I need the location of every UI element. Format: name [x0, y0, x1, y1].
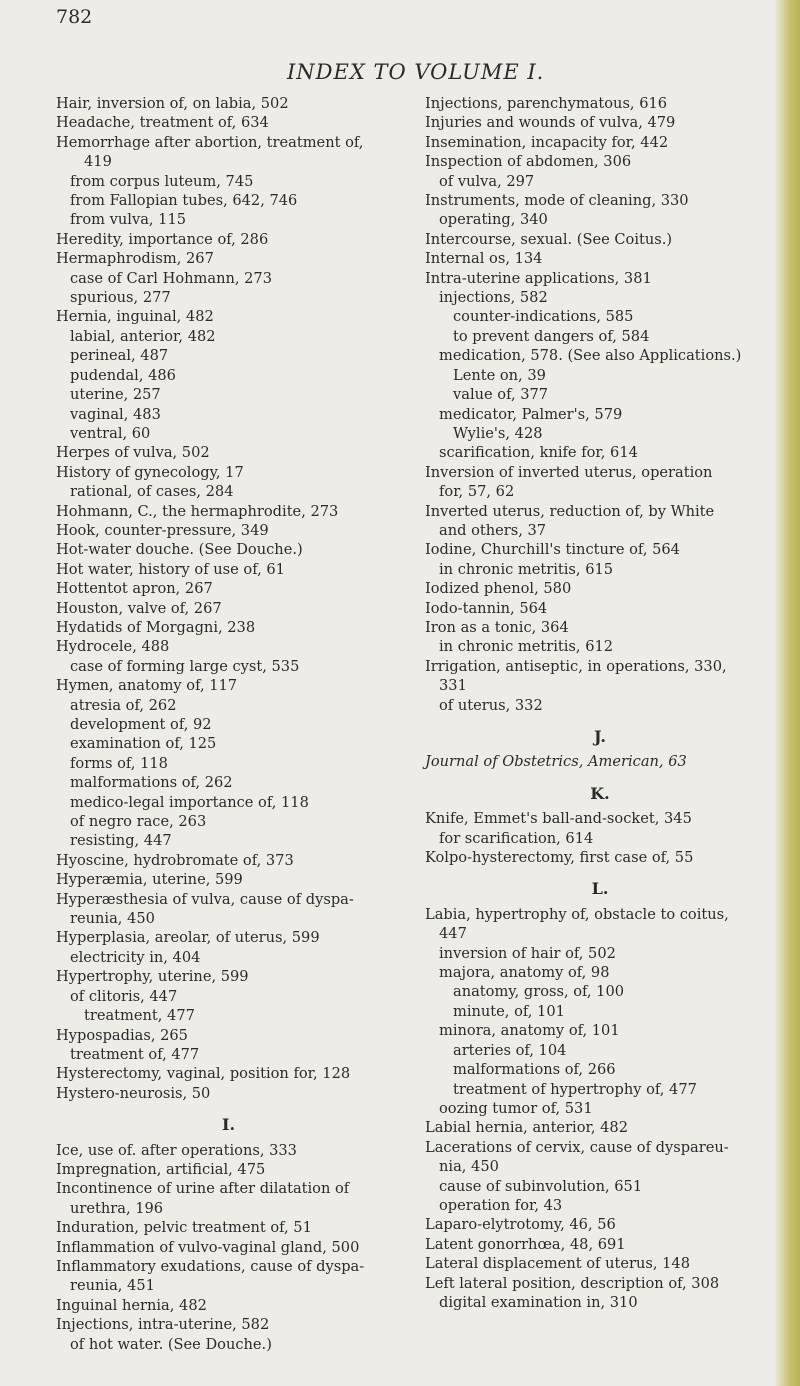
index-entry: electricity in, 404: [70, 948, 201, 966]
index-entry: Headache, treatment of, 634: [56, 114, 269, 132]
index-entry: of negro race, 263: [70, 813, 207, 831]
index-entry: treatment of, 477: [70, 1045, 200, 1063]
index-entry: Hyperplasia, areolar, of uterus, 599: [56, 929, 320, 947]
index-entry: reunia, 451: [70, 1277, 155, 1295]
index-entry: of uterus, 332: [439, 696, 543, 714]
index-entry: Hypospadias, 265: [56, 1026, 188, 1044]
index-entry: cause of subinvolution, 651: [439, 1177, 643, 1195]
index-entry: case of Carl Hohmann, 273: [70, 269, 272, 287]
index-entry: malformations of, 266: [453, 1061, 616, 1079]
index-entry: Heredity, importance of, 286: [56, 230, 269, 248]
index-entry: medico-legal importance of, 118: [70, 793, 309, 811]
index-column-left: [56, 94, 401, 1354]
index-entry: Wylie's, 428: [453, 424, 543, 442]
index-entry: Injections, parenchymatous, 616: [425, 95, 668, 112]
index-entry: digital examination in, 310: [439, 1293, 638, 1311]
index-entry: Knife, Emmet's ball-and-socket, 345: [425, 810, 692, 828]
index-entry: Iodine, Churchill's tincture of, 564: [425, 541, 680, 559]
index-entry: labial, anterior, 482: [70, 327, 216, 345]
index-entry: for, 57, 62: [439, 483, 515, 501]
index-entry: Hair, inversion of, on labia, 502: [56, 95, 289, 112]
index-entry: inversion of hair of, 502: [439, 944, 616, 962]
index-entry: Hydrocele, 488: [56, 638, 170, 656]
index-entry: Internal os, 134: [425, 250, 543, 268]
index-entry: Irrigation, antiseptic, in operations, 330,: [425, 657, 727, 675]
index-entry: Kolpo-hysterectomy, first case of, 55: [425, 849, 694, 867]
section-letter: L.: [591, 879, 609, 899]
index-entry: Iodized phenol, 580: [425, 580, 572, 598]
index-entry: History of gynecology, 17: [56, 463, 244, 481]
index-entry: case of forming large cyst, 535: [70, 657, 300, 675]
index-entry: Inversion of inverted uterus, operation: [425, 463, 713, 481]
index-entry: malformations of, 262: [70, 774, 233, 792]
index-entry: Journal of Obstetrics, American, 63: [425, 753, 687, 771]
index-entry: medication, 578. (See also Applications.): [439, 347, 742, 365]
running-head: INDEX TO VOLUME I.: [287, 60, 545, 84]
index-entry: reunia, 450: [70, 910, 155, 928]
index-entry: Hyperæsthesia of vulva, cause of dyspa-: [56, 890, 354, 908]
index-entry: Inguinal hernia, 482: [56, 1296, 207, 1314]
index-entry: Hemorrhage after abortion, treatment of,: [56, 133, 364, 151]
index-entry: in chronic metritis, 612: [439, 638, 614, 656]
index-entry: Incontinence of urine after dilatation of: [56, 1180, 350, 1198]
index-entry: Herpes of vulva, 502: [56, 444, 210, 462]
index-entry: Iodo-tannin, 564: [425, 599, 548, 617]
index-entry: treatment, 477: [84, 1007, 195, 1025]
page-edge-shadow: [774, 0, 800, 1386]
page-number: 782: [56, 6, 93, 28]
index-column-right: [425, 94, 775, 1312]
index-entry: and others, 37: [439, 521, 547, 539]
index-entry: arteries of, 104: [453, 1041, 567, 1059]
index-entry: Impregnation, artificial, 475: [56, 1160, 266, 1178]
index-entry: from vulva, 115: [70, 211, 187, 229]
index-entry: scarification, knife for, 614: [439, 444, 638, 462]
index-entry: anatomy, gross, of, 100: [453, 983, 625, 1001]
index-entry: to prevent dangers of, 584: [453, 327, 650, 345]
index-entry: treatment of hypertrophy of, 477: [453, 1080, 697, 1098]
index-entry: in chronic metritis, 615: [439, 560, 614, 578]
index-entry: Hot-water douche. (See Douche.): [56, 541, 303, 559]
index-entry: Instruments, mode of cleaning, 330: [425, 192, 689, 210]
index-entry: Houston, valve of, 267: [56, 599, 222, 617]
index-entry: Lacerations of cervix, cause of dyspareu-: [425, 1138, 729, 1156]
index-entry: of hot water. (See Douche.): [70, 1335, 272, 1353]
index-entry: Insemination, incapacity for, 442: [425, 133, 669, 151]
index-entry: minute, of, 101: [453, 1002, 565, 1020]
index-entry: Latent gonorrhœa, 48, 691: [425, 1235, 626, 1253]
index-entry: ventral, 60: [70, 424, 151, 442]
index-entry: Induration, pelvic treatment of, 51: [56, 1219, 312, 1237]
index-entry: 331: [439, 677, 467, 695]
index-entry: counter-indications, 585: [453, 308, 634, 326]
index-entry: forms of, 118: [70, 754, 168, 772]
index-entry: Hypertrophy, uterine, 599: [56, 968, 249, 986]
index-entry: uterine, 257: [70, 386, 161, 404]
index-entry: Hysterectomy, vaginal, position for, 128: [56, 1065, 351, 1083]
index-entry: Hot water, history of use of, 61: [56, 560, 285, 578]
section-letter: I.: [221, 1115, 236, 1135]
index-entry: from Fallopian tubes, 642, 746: [70, 192, 298, 210]
index-entry: 419: [84, 153, 112, 171]
index-entry: of clitoris, 447: [70, 987, 178, 1005]
index-entry: minora, anatomy of, 101: [439, 1022, 620, 1040]
index-entry: Inflammation of vulvo-vaginal gland, 500: [56, 1238, 360, 1256]
index-entry: 447: [439, 925, 467, 943]
index-entry: Hymen, anatomy of, 117: [56, 677, 238, 695]
index-entry: urethra, 196: [70, 1199, 164, 1217]
index-entry: operation for, 43: [439, 1196, 563, 1214]
index-entry: medicator, Palmer's, 579: [439, 405, 623, 423]
index-entry: Injections, intra-uterine, 582: [56, 1316, 270, 1334]
index-entry: Inverted uterus, reduction of, by White: [425, 502, 715, 520]
index-entry: Hook, counter-pressure, 349: [56, 521, 269, 539]
index-entry: Labial hernia, anterior, 482: [425, 1119, 629, 1137]
index-entry: examination of, 125: [70, 735, 217, 753]
section-letter: K.: [590, 783, 610, 803]
index-entry: Hydatids of Morgagni, 238: [56, 618, 256, 636]
index-entry: atresia of, 262: [70, 696, 177, 714]
index-entry: Hystero-neurosis, 50: [56, 1084, 211, 1102]
index-entry: value of, 377: [453, 386, 549, 404]
index-entry: operating, 340: [439, 211, 548, 229]
index-entry: majora, anatomy of, 98: [439, 964, 610, 982]
index-entry: vaginal, 483: [70, 405, 161, 423]
index-entry: Lateral displacement of uterus, 148: [425, 1255, 690, 1273]
index-entry: Labia, hypertrophy of, obstacle to coitus,: [425, 905, 729, 923]
index-entry: Iron as a tonic, 364: [425, 618, 569, 636]
index-entry: resisting, 447: [70, 832, 172, 850]
index-entry: rational, of cases, 284: [70, 483, 234, 501]
index-entry: for scarification, 614: [439, 829, 594, 847]
index-entry: Hyoscine, hydrobromate of, 373: [56, 851, 294, 869]
index-entry: pudendal, 486: [70, 366, 176, 384]
index-entry: Inflammatory exudations, cause of dyspa-: [56, 1257, 365, 1275]
index-entry: Hyperæmia, uterine, 599: [56, 871, 243, 889]
index-entry: Hermaphrodism, 267: [56, 250, 214, 268]
index-entry: spurious, 277: [70, 289, 171, 307]
index-entry: Ice, use of. after operations, 333: [56, 1141, 297, 1159]
index-entry: of vulva, 297: [439, 172, 535, 190]
index-entry: Lente on, 39: [453, 366, 546, 384]
index-entry: Hottentot apron, 267: [56, 580, 213, 598]
index-entry: Left lateral position, description of, 308: [425, 1274, 720, 1292]
index-entry: perineal, 487: [70, 347, 169, 365]
index-entry: development of, 92: [70, 716, 212, 733]
index-entry: nia, 450: [439, 1158, 499, 1176]
index-entry: Laparo-elytrotomy, 46, 56: [425, 1216, 616, 1234]
index-entry: Inspection of abdomen, 306: [425, 153, 632, 171]
index-entry: Intercourse, sexual. (See Coitus.): [425, 230, 673, 248]
index-entry: injections, 582: [439, 289, 548, 307]
section-letter: J.: [594, 727, 606, 746]
index-entry: Injuries and wounds of vulva, 479: [425, 114, 676, 132]
index-entry: oozing tumor of, 531: [439, 1099, 593, 1117]
index-entry: Intra-uterine applications, 381: [425, 269, 652, 287]
index-entry: Hohmann, C., the hermaphrodite, 273: [56, 502, 339, 520]
index-entry: from corpus luteum, 745: [70, 172, 254, 190]
index-entry: Hernia, inguinal, 482: [56, 308, 214, 326]
